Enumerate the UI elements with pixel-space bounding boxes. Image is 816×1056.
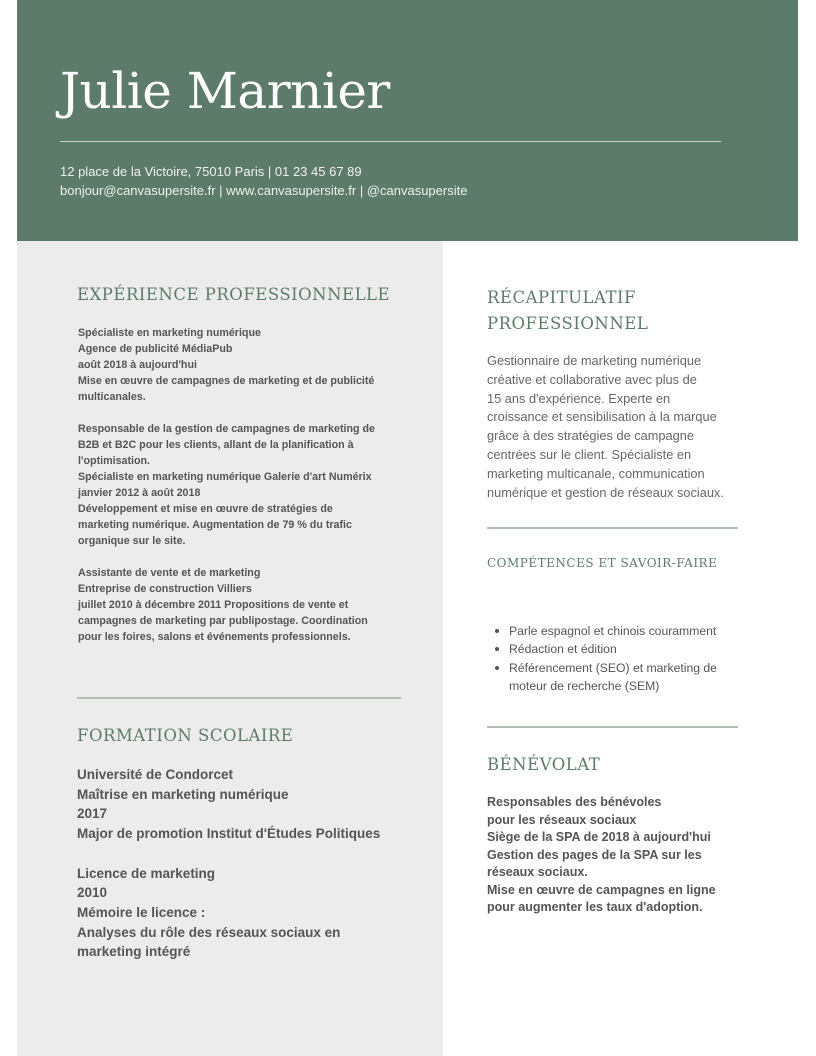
skill-item: Rédaction et édition xyxy=(509,640,769,658)
candidate-name: Julie Marnier xyxy=(60,62,390,120)
education-line: Analyses du rôle des réseaux sociaux en xyxy=(77,924,341,940)
skill-item xyxy=(509,659,769,696)
education-title: FORMATION SCOLAIRE xyxy=(77,726,294,745)
experience-line: Responsable de la gestion de campagnes de marketing de xyxy=(78,423,375,435)
experience-body xyxy=(78,325,398,645)
experience-line: Entreprise de construction Villiers xyxy=(78,583,252,595)
experience-line: Mise en œuvre de campagnes de marketing et de publicité xyxy=(78,375,375,387)
volunteer-line: Mise en œuvre de campagnes en ligne xyxy=(487,882,716,897)
header-divider xyxy=(60,141,721,142)
summary-line: Gestionnaire de marketing numérique xyxy=(487,353,702,368)
paragraph-gap xyxy=(78,549,398,565)
summary-title-line: PROFESSIONNEL xyxy=(487,314,649,333)
experience-line: Assistante de vente et de marketing xyxy=(78,567,261,579)
skill-item-line: moteur de recherche (SEM) xyxy=(509,678,660,693)
summary-line: centrées sur le client. Spécialiste en xyxy=(487,446,692,462)
education-body xyxy=(77,765,427,962)
volunteer-line: Siège de la SPA de 2018 à aujourd'hui xyxy=(487,830,711,844)
paragraph-gap xyxy=(77,844,427,864)
summary-line: croissance et sensibilisation à la marque xyxy=(487,409,717,425)
summary-line: numérique et gestion de réseaux sociaux. xyxy=(487,484,724,500)
skill-item-line: Référencement (SEO) et marketing de xyxy=(509,660,717,675)
experience-line: organique sur le site. xyxy=(78,535,186,547)
experience-line: Développement et mise en œuvre de stratégies de xyxy=(78,503,333,515)
education-line: Maîtrise en marketing numérique xyxy=(77,786,289,802)
education-line: 2010 xyxy=(77,885,108,901)
education-line: Licence de marketing xyxy=(77,865,216,881)
summary-body xyxy=(487,352,747,502)
experience-line: août 2018 à aujourd'hui xyxy=(78,359,197,371)
experience-title: EXPÉRIENCE PROFESSIONNELLE xyxy=(77,285,391,304)
experience-line: janvier 2012 à août 2018 xyxy=(78,487,201,499)
skill-item: Parle espagnol et chinois couramment xyxy=(509,622,769,640)
education-line: 2017 xyxy=(77,806,108,822)
volunteer-body xyxy=(487,794,747,917)
experience-line: Agence de publicité MédiaPub xyxy=(78,343,233,355)
volunteer-line: pour les réseaux sociaux xyxy=(487,812,637,827)
volunteer-title: BÉNÉVOLAT xyxy=(487,755,601,774)
volunteer-line: réseaux sociaux. xyxy=(487,865,588,879)
contact-web: bonjour@canvasupersite.fr | www.canvasupersite.fr | @canvasupersite xyxy=(60,183,468,198)
summary-line: marketing multicanale, communication xyxy=(487,465,705,481)
education-line: Major de promotion Institut d'Études Politiques xyxy=(77,826,381,842)
experience-line: multicanales. xyxy=(78,391,146,403)
contact-address-phone: 12 place de la Victoire, 75010 Paris | 01 23 45 67 89 xyxy=(60,164,362,179)
experience-line: juillet 2010 à décembre 2011 Propositions de vente et xyxy=(78,599,349,611)
section-divider xyxy=(77,697,401,699)
experience-line: campagnes de marketing par publipostage. Coordination xyxy=(78,615,368,627)
volunteer-line: pour augmenter les taux d'adoption. xyxy=(487,900,703,914)
section-divider xyxy=(487,726,738,728)
summary-title xyxy=(487,285,648,337)
summary-line: 15 ans d'expérience. Experte en xyxy=(487,390,671,406)
experience-line: l'optimisation. xyxy=(78,455,151,467)
experience-line: pour les foires, salons et événements professionnels. xyxy=(78,631,351,643)
experience-line: Spécialiste en marketing numérique Galerie d'art Numérix xyxy=(78,471,372,483)
volunteer-line: Responsables des bénévoles xyxy=(487,795,662,809)
education-line: Université de Condorcet xyxy=(77,767,234,782)
experience-line: B2B et B2C pour les clients, allant de la planification à xyxy=(78,439,354,451)
volunteer-line: Gestion des pages de la SPA sur les xyxy=(487,847,702,862)
experience-line: Spécialiste en marketing numérique xyxy=(78,327,261,339)
paragraph-gap xyxy=(78,405,398,421)
skills-list xyxy=(487,622,769,695)
summary-title-line: RÉCAPITULATIF xyxy=(487,288,636,307)
education-line: marketing intégré xyxy=(77,944,191,960)
header-band xyxy=(17,0,798,241)
skills-title: COMPÉTENCES ET SAVOIR-FAIRE xyxy=(487,556,718,570)
summary-line: créative et collaborative avec plus de xyxy=(487,371,697,387)
education-line: Mémoire le licence : xyxy=(77,904,206,920)
section-divider xyxy=(487,527,738,529)
summary-line: grâce à des stratégies de campagne xyxy=(487,428,695,444)
experience-line: marketing numérique. Augmentation de 79 % du trafic xyxy=(78,519,352,531)
